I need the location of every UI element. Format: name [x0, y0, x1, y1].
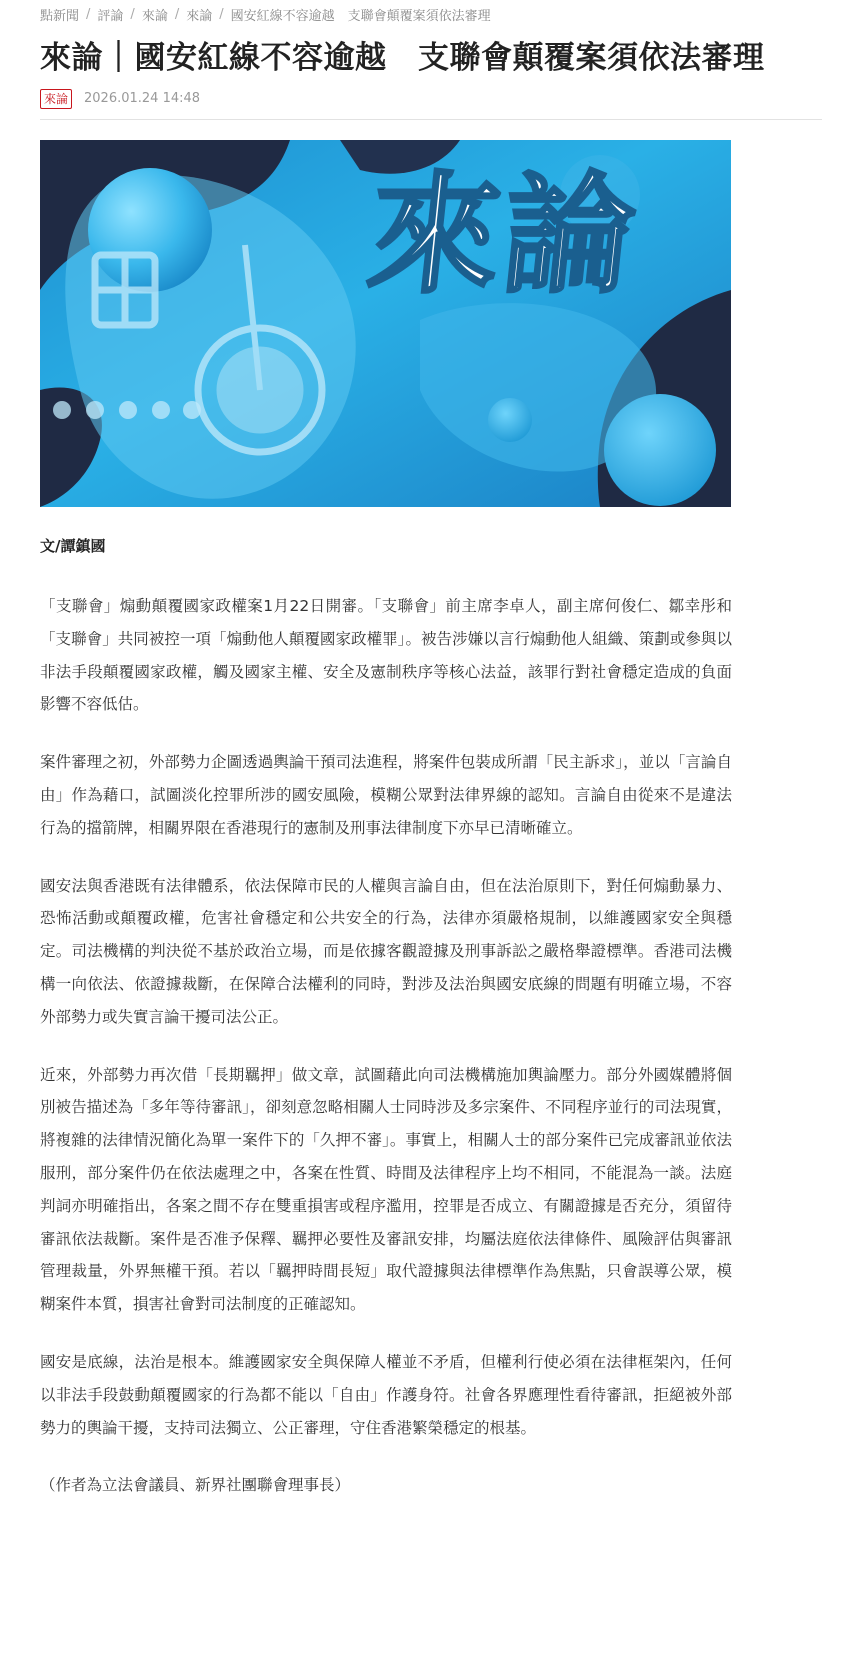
article-paragraph: 近來，外部勢力再次借「長期羈押」做文章，試圖藉此向司法機構施加輿論壓力。部分外國媒體將個別被告描述為「多年等待審訊」，卻刻意忽略相關人士同時涉及多宗案件、不同程序並行的司法現實，將複雜的法律情況簡化為單一案件下的「久押不審」。事實上，相關人士的部分案件已完成審訊並依法服刑，部分案件仍在依法處理之中，各案在性質、時間及法律程序上均不相同，不能混為一談。法庭判詞亦明確指出，各案之間不存在雙重損害或程序濫用，控罪是否成立、有關證據是否充分，須留待審訊依法裁斷。案件是否准予保釋、羈押必要性及審訊安排，均屬法庭依法律條件、風險評估與審訊管理裁量，外界無權干預。若以「羈押時間長短」取代證據與法律標準作為焦點，只會誤導公眾，模糊案件本質，損害社會對司法制度的正確認知。 [40, 1065, 732, 1314]
breadcrumb-separator: / [219, 6, 224, 22]
breadcrumb-separator: / [174, 6, 180, 22]
article-paragraph: 案件審理之初，外部勢力企圖透過輿論干預司法進程，將案件包裝成所謂「民主訴求」，並以「言論自由」作為藉口，試圖淡化控罪所涉的國安風險，模糊公眾對法律界線的認知。言論自由從來不是違法行為的擋箭牌，相關界限在香港現行的憲制及刑事法律制度下亦早已清晰確立。 [40, 753, 732, 837]
author-note: （作者為立法會議員、新界社團聯會理事長） [40, 1476, 351, 1495]
hero-image [40, 140, 731, 507]
breadcrumb-separator: / [130, 6, 135, 22]
hero-graphic [40, 140, 731, 507]
breadcrumb-current: 國安紅線不容逾越 支聯會顛覆案須依法審理 [230, 8, 491, 24]
breadcrumb-column-2[interactable]: 來論 [186, 8, 213, 24]
hero-title-text: 來論 [362, 159, 646, 311]
page-title: 來論｜國安紅線不容逾越 支聯會顛覆案須依法審理 [40, 40, 765, 76]
category-tag[interactable]: 來論 [40, 89, 72, 109]
article-meta [40, 89, 822, 120]
article-paragraph: 國安法與香港既有法律體系，依法保障市民的人權與言論自由，但在法治原則下，對任何煽動暴力、恐怖活動或顛覆政權，危害社會穩定和公共安全的行為，法律亦須嚴格規制，以維護國家安全與穩定。司法機構的判決從不基於政治立場，而是依據客觀證據及刑事訴訟之嚴格舉證標準。香港司法機構一向依法、依證據裁斷，在保障合法權利的同時，對涉及法治與國安底線的問題有明確立場，不容外部勢力或失實言論干擾司法公正。 [40, 876, 732, 1026]
breadcrumb-separator: / [86, 6, 91, 22]
byline: 文/譚鎮國 [40, 537, 106, 555]
breadcrumb-commentary[interactable]: 評論 [97, 8, 124, 24]
breadcrumb [40, 4, 491, 24]
breadcrumb-home[interactable]: 點新聞 [40, 8, 80, 24]
article-paragraph: 「支聯會」煽動顛覆國家政權案1月22日開審。「支聯會」前主席李卓人，副主席何俊仁、鄒幸彤和「支聯會」共同被控一項「煽動他人顛覆國家政權罪」。被告涉嫌以言行煽動他人組織、策劃或參與以非法手段顛覆國家政權，觸及國家主權、安全及憲制秩序等核心法益，該罪行對社會穩定造成的負面影響不容低估。 [40, 597, 732, 714]
article-body [40, 590, 732, 1527]
article-paragraph: 國安是底線，法治是根本。維護國家安全與保障人權並不矛盾，但權利行使必須在法律框架內，任何以非法手段鼓動顛覆國家的行為都不能以「自由」作護身符。社會各界應理性看待審訊，拒絕被外部勢力的輿論干擾，支持司法獨立、公正審理，守住香港繁榮穩定的根基。 [40, 1352, 732, 1437]
publish-date: 2026.01.24 14:48 [84, 91, 201, 106]
breadcrumb-column[interactable]: 來論 [141, 8, 168, 24]
